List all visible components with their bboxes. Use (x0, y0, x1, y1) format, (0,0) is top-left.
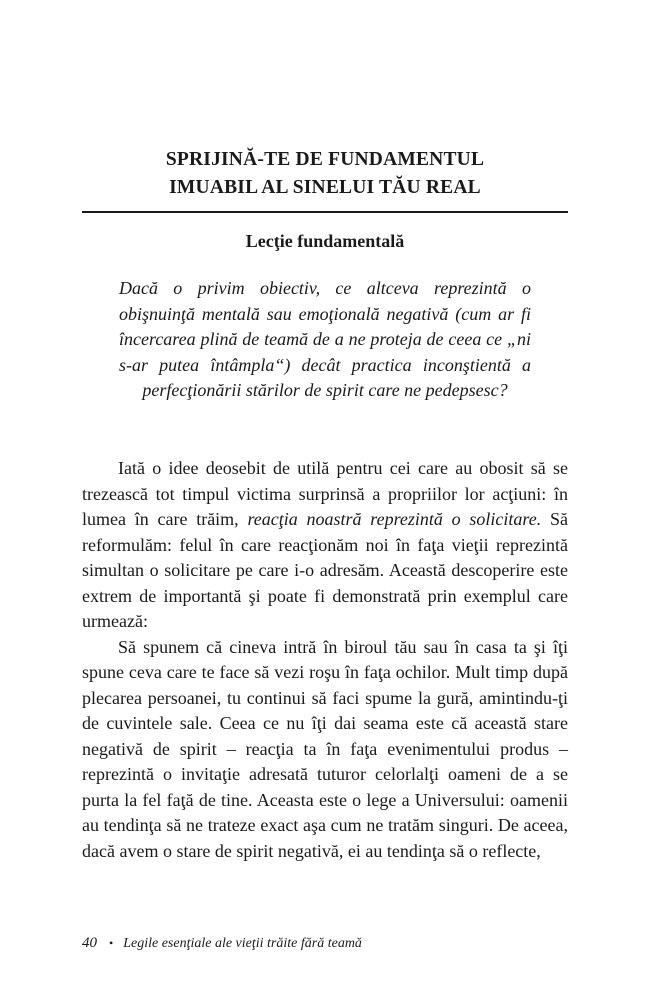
page-number: 40 (82, 935, 97, 951)
paragraph-1-start: Iată o idee deosebit de utilă pentru cei care au obosit să se trezească tot timpul victima surprinsă a propriilor lor acţiuni: în lumea în care trăim, (82, 458, 568, 529)
chapter-title (82, 146, 568, 202)
epigraph-quote: Dacă o privim obiectiv, ce altceva reprezintă o obişnuinţă mentală sau emoţională negativă (cum ar fi încercarea plină de teamă de a ne proteja de ceea ce „ni s-ar putea întâmpla“) decât practica inconştientă a perfecţionării stărilor de spirit care ne pedepsesc? (119, 278, 531, 400)
chapter-title-line-2: IMUABIL AL SINELUI TĂU REAL (169, 177, 481, 198)
page-footer (82, 934, 568, 953)
paragraph-1-emphasis: reacţia noastră reprezintă o solicitare. (247, 509, 542, 529)
body-text (82, 456, 568, 864)
paragraph-1 (82, 456, 568, 635)
paragraph-1-end: Să reformulăm: felul în care reacţionăm noi în faţa vieţii reprezintă simultan o solicitare pe care i-o adresăm. Această descoperire este extrem de importantă şi poate fi demonstrată prin exemplul care urmează: (82, 509, 568, 631)
footer-separator: • (109, 936, 114, 950)
title-divider (82, 211, 568, 213)
paragraph-2: Să spunem că cineva intră în biroul tău sau în casa ta şi îţi spune ceva care te face să vezi roşu în faţa ochilor. Mult timp după plecarea persoanei, tu continui să faci spume la gură, amintindu-ţi de cuvintele sale. Ceea ce nu îţi dai seama este că această stare negativă de spirit – reacţia ta în faţa evenimentului produs – reprezintă o invitaţie adresată tuturor celorlalţi oameni de a se purta la fel faţă de tine. Aceasta este o lege a Universului: oamenii au tendinţa să ne trateze exact aşa cum ne tratăm singuri. De aceea, dacă avem o stare de spirit negativă, ei au tendinţa să o reflecte, (82, 636, 568, 861)
running-title: Legile esenţiale ale vieţii trăite fără teamă (123, 936, 362, 951)
lesson-heading: Lecţie fundamentală (245, 231, 405, 251)
chapter-title-line-1: SPRIJINĂ-TE DE FUNDAMENTUL (165, 149, 485, 170)
